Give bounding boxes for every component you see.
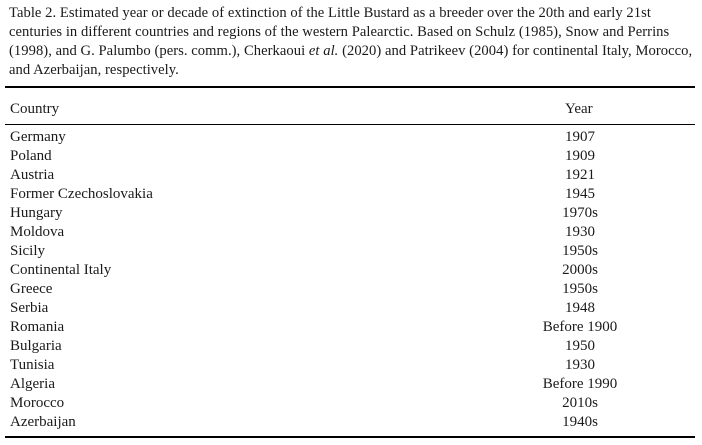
country-cell: Germany <box>10 129 66 145</box>
country-cell: Former Czechoslovakia <box>10 186 153 202</box>
column-header-country: Country <box>10 101 60 117</box>
table-row <box>0 128 702 147</box>
year-cell: 1921 <box>565 167 595 183</box>
country-cell: Greece <box>10 281 53 297</box>
country-cell: Austria <box>10 167 55 183</box>
table-bottom-rule <box>5 436 695 438</box>
country-cell: Sicily <box>10 243 46 259</box>
table-row <box>0 147 702 166</box>
country-cell: Azerbaijan <box>10 414 76 430</box>
country-cell: Romania <box>10 319 65 335</box>
country-cell: Algeria <box>10 376 55 392</box>
country-cell: Tunisia <box>10 357 55 373</box>
table-row <box>0 166 702 185</box>
table-row <box>0 242 702 261</box>
country-cell: Serbia <box>10 300 49 316</box>
year-cell: 1970s <box>562 205 598 221</box>
country-cell: Morocco <box>10 395 65 411</box>
table-row <box>0 280 702 299</box>
table-row <box>0 261 702 280</box>
year-cell: 1907 <box>565 129 595 145</box>
year-cell: Before 1900 <box>542 319 618 335</box>
year-cell: 1945 <box>565 186 595 202</box>
year-cell: 1909 <box>565 148 595 164</box>
table-row <box>0 204 702 223</box>
year-cell: 1950 <box>565 338 595 354</box>
table-row <box>0 223 702 242</box>
country-cell: Moldova <box>10 224 65 240</box>
table-row <box>0 356 702 375</box>
table-body <box>0 128 702 432</box>
year-cell: 1940s <box>562 414 598 430</box>
caption-text-part2: (2020) and Patrikeev (2004) for continental Italy, Morocco, and Azerbaijan, respectively. <box>9 43 693 78</box>
year-cell: 1950s <box>562 281 598 297</box>
year-cell: Before 1990 <box>542 376 618 392</box>
country-cell: Poland <box>10 148 52 164</box>
table-row <box>0 318 702 337</box>
caption-text-part1: Table 2. Estimated year or decade of extinction of the Little Bustard as a breeder over the 20th and early 21st centuries in different countries and regions of the western Palearctic. Based on Schulz (1985), Snow and Perrins (1998), and G. Palumbo (pers. comm.), Cherkaoui <box>9 5 670 59</box>
country-cell: Continental Italy <box>10 262 112 278</box>
year-cell: 1950s <box>562 243 598 259</box>
country-cell: Hungary <box>10 205 63 221</box>
table-row <box>0 375 702 394</box>
column-header-year: Year <box>565 101 593 117</box>
table-row <box>0 337 702 356</box>
table-header-rule <box>5 124 695 125</box>
table-row <box>0 394 702 413</box>
table-caption <box>9 4 697 80</box>
table-row <box>0 413 702 432</box>
year-cell: 1930 <box>565 357 595 373</box>
year-cell: 1948 <box>565 300 595 316</box>
caption-et-al: et al. <box>308 43 339 59</box>
year-cell: 1930 <box>565 224 595 240</box>
country-cell: Bulgaria <box>10 338 62 354</box>
table-row <box>0 299 702 318</box>
table-top-rule <box>5 86 695 88</box>
year-cell: 2000s <box>562 262 598 278</box>
table-row <box>0 185 702 204</box>
year-cell: 2010s <box>562 395 598 411</box>
